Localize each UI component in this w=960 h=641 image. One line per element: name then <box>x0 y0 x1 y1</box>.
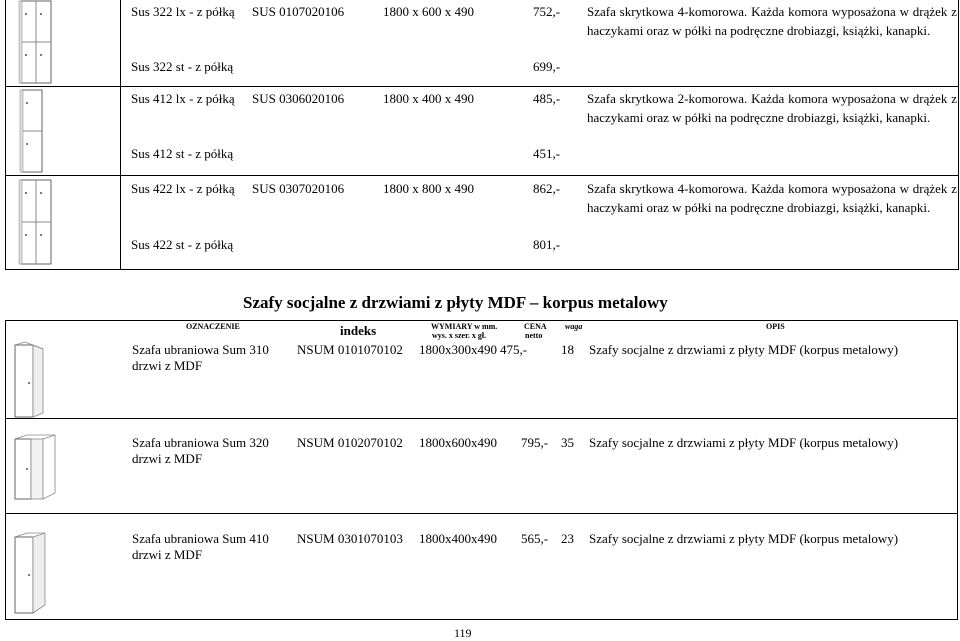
product-dimensions: 1800x300x490 <box>419 342 497 357</box>
product-index: SUS 0306020106 <box>252 91 345 106</box>
product-dimensions: 1800x600x490 <box>419 435 497 450</box>
description-line: Szafa skrytkowa 2-komorowa. Każda komora wyposażona w drążek z <box>587 91 957 106</box>
single-door-wardrobe-icon <box>11 531 51 615</box>
product-price: 475,- <box>500 342 528 357</box>
description-line: haczykami oraz w półki na podręczne drobiazgi, książki, kanapki. <box>587 23 931 38</box>
product-index: SUS 0307020106 <box>252 181 345 196</box>
wardrobe-table <box>5 320 958 620</box>
product-price: 795,- <box>521 435 549 450</box>
product-row <box>121 176 959 270</box>
product-description: Szafy socjalne z drzwiami z płyty MDF (korpus metalowy) <box>589 342 899 357</box>
product-index: NSUM 0101070102 <box>297 342 403 357</box>
product-name-sub: drzwi z MDF <box>132 358 203 373</box>
row-divider <box>6 513 957 514</box>
double-door-wardrobe-icon <box>11 433 61 501</box>
product-weight: 35 <box>561 435 574 450</box>
product-image-cell <box>6 176 121 270</box>
product-name: Szafa ubraniowa Sum 310 <box>132 342 269 357</box>
locker-table <box>5 0 959 270</box>
product-description <box>587 179 957 217</box>
header-opis: OPIS <box>766 322 785 331</box>
product-dimensions: 1800 x 600 x 490 <box>383 4 474 19</box>
product-dimensions: 1800 x 400 x 490 <box>383 91 474 106</box>
description-line: haczykami oraz w półki na podręczne drobiazgi, książki, kanapki. <box>587 200 931 215</box>
section-title: Szafy socjalne z drzwiami z płyty MDF – korpus metalowy <box>243 293 668 312</box>
header-waga: waga <box>565 322 583 331</box>
product-price-lx: 485,- <box>533 91 561 106</box>
header-cena-sub: netto <box>525 331 543 340</box>
row-divider <box>6 418 957 419</box>
four-locker-cabinet-icon <box>16 178 56 266</box>
product-price-st: 801,- <box>533 237 561 252</box>
product-name: Szafa ubraniowa Sum 410 <box>132 531 269 546</box>
product-description <box>587 2 957 40</box>
product-price-lx: 752,- <box>533 4 561 19</box>
product-description <box>587 89 957 127</box>
description-line: Szafa skrytkowa 4-komorowa. Każda komora wyposażona w drążek z <box>587 181 957 196</box>
product-name-sub: drzwi z MDF <box>132 451 203 466</box>
product-name-st: Sus 412 st - z półką <box>131 146 234 161</box>
product-name-lx: Sus 422 lx - z półką <box>131 181 235 196</box>
product-price-st: 699,- <box>533 59 561 74</box>
product-name-lx: Sus 412 lx - z półką <box>131 91 235 106</box>
product-price-lx: 862,- <box>533 181 561 196</box>
header-wymiary-sub: wys. x szer. x gł. <box>432 331 487 340</box>
header-oznaczenie: OZNACZENIE <box>186 322 240 331</box>
single-door-wardrobe-icon <box>11 341 51 419</box>
two-locker-cabinet-icon <box>17 88 47 174</box>
product-row <box>121 87 959 176</box>
product-dimensions: 1800x400x490 <box>419 531 497 546</box>
description-line: haczykami oraz w półki na podręczne drobiazgi, książki, kanapki. <box>587 110 931 125</box>
product-description: Szafy socjalne z drzwiami z płyty MDF (korpus metalowy) <box>589 435 899 450</box>
product-name-sub: drzwi z MDF <box>132 547 203 562</box>
product-name-lx: Sus 322 lx - z półką <box>131 4 235 19</box>
product-index: NSUM 0102070102 <box>297 435 403 450</box>
product-price: 565,- <box>521 531 549 546</box>
product-dimensions: 1800 x 800 x 490 <box>383 181 474 196</box>
product-index: NSUM 0301070103 <box>297 531 403 546</box>
product-image-cell <box>6 0 121 87</box>
page-number: 119 <box>454 626 472 640</box>
header-cena: CENA <box>524 322 547 331</box>
product-weight: 23 <box>561 531 574 546</box>
product-index: SUS 0107020106 <box>252 4 345 19</box>
product-price-st: 451,- <box>533 146 561 161</box>
header-row <box>6 321 957 339</box>
product-description: Szafy socjalne z drzwiami z płyty MDF (korpus metalowy) <box>589 531 899 546</box>
product-image-cell <box>6 87 121 176</box>
header-wymiary: WYMIARY w mm. <box>431 322 498 331</box>
product-name: Szafa ubraniowa Sum 320 <box>132 435 269 450</box>
product-name-st: Sus 422 st - z półką <box>131 237 234 252</box>
four-locker-cabinet-icon <box>16 0 56 85</box>
product-name-st: Sus 322 st - z półką <box>131 59 234 74</box>
description-line: Szafa skrytkowa 4-komorowa. Każda komora wyposażona w drążek z <box>587 4 957 19</box>
product-row <box>121 0 959 87</box>
product-weight: 18 <box>561 342 574 357</box>
header-indeks: indeks <box>340 323 377 338</box>
